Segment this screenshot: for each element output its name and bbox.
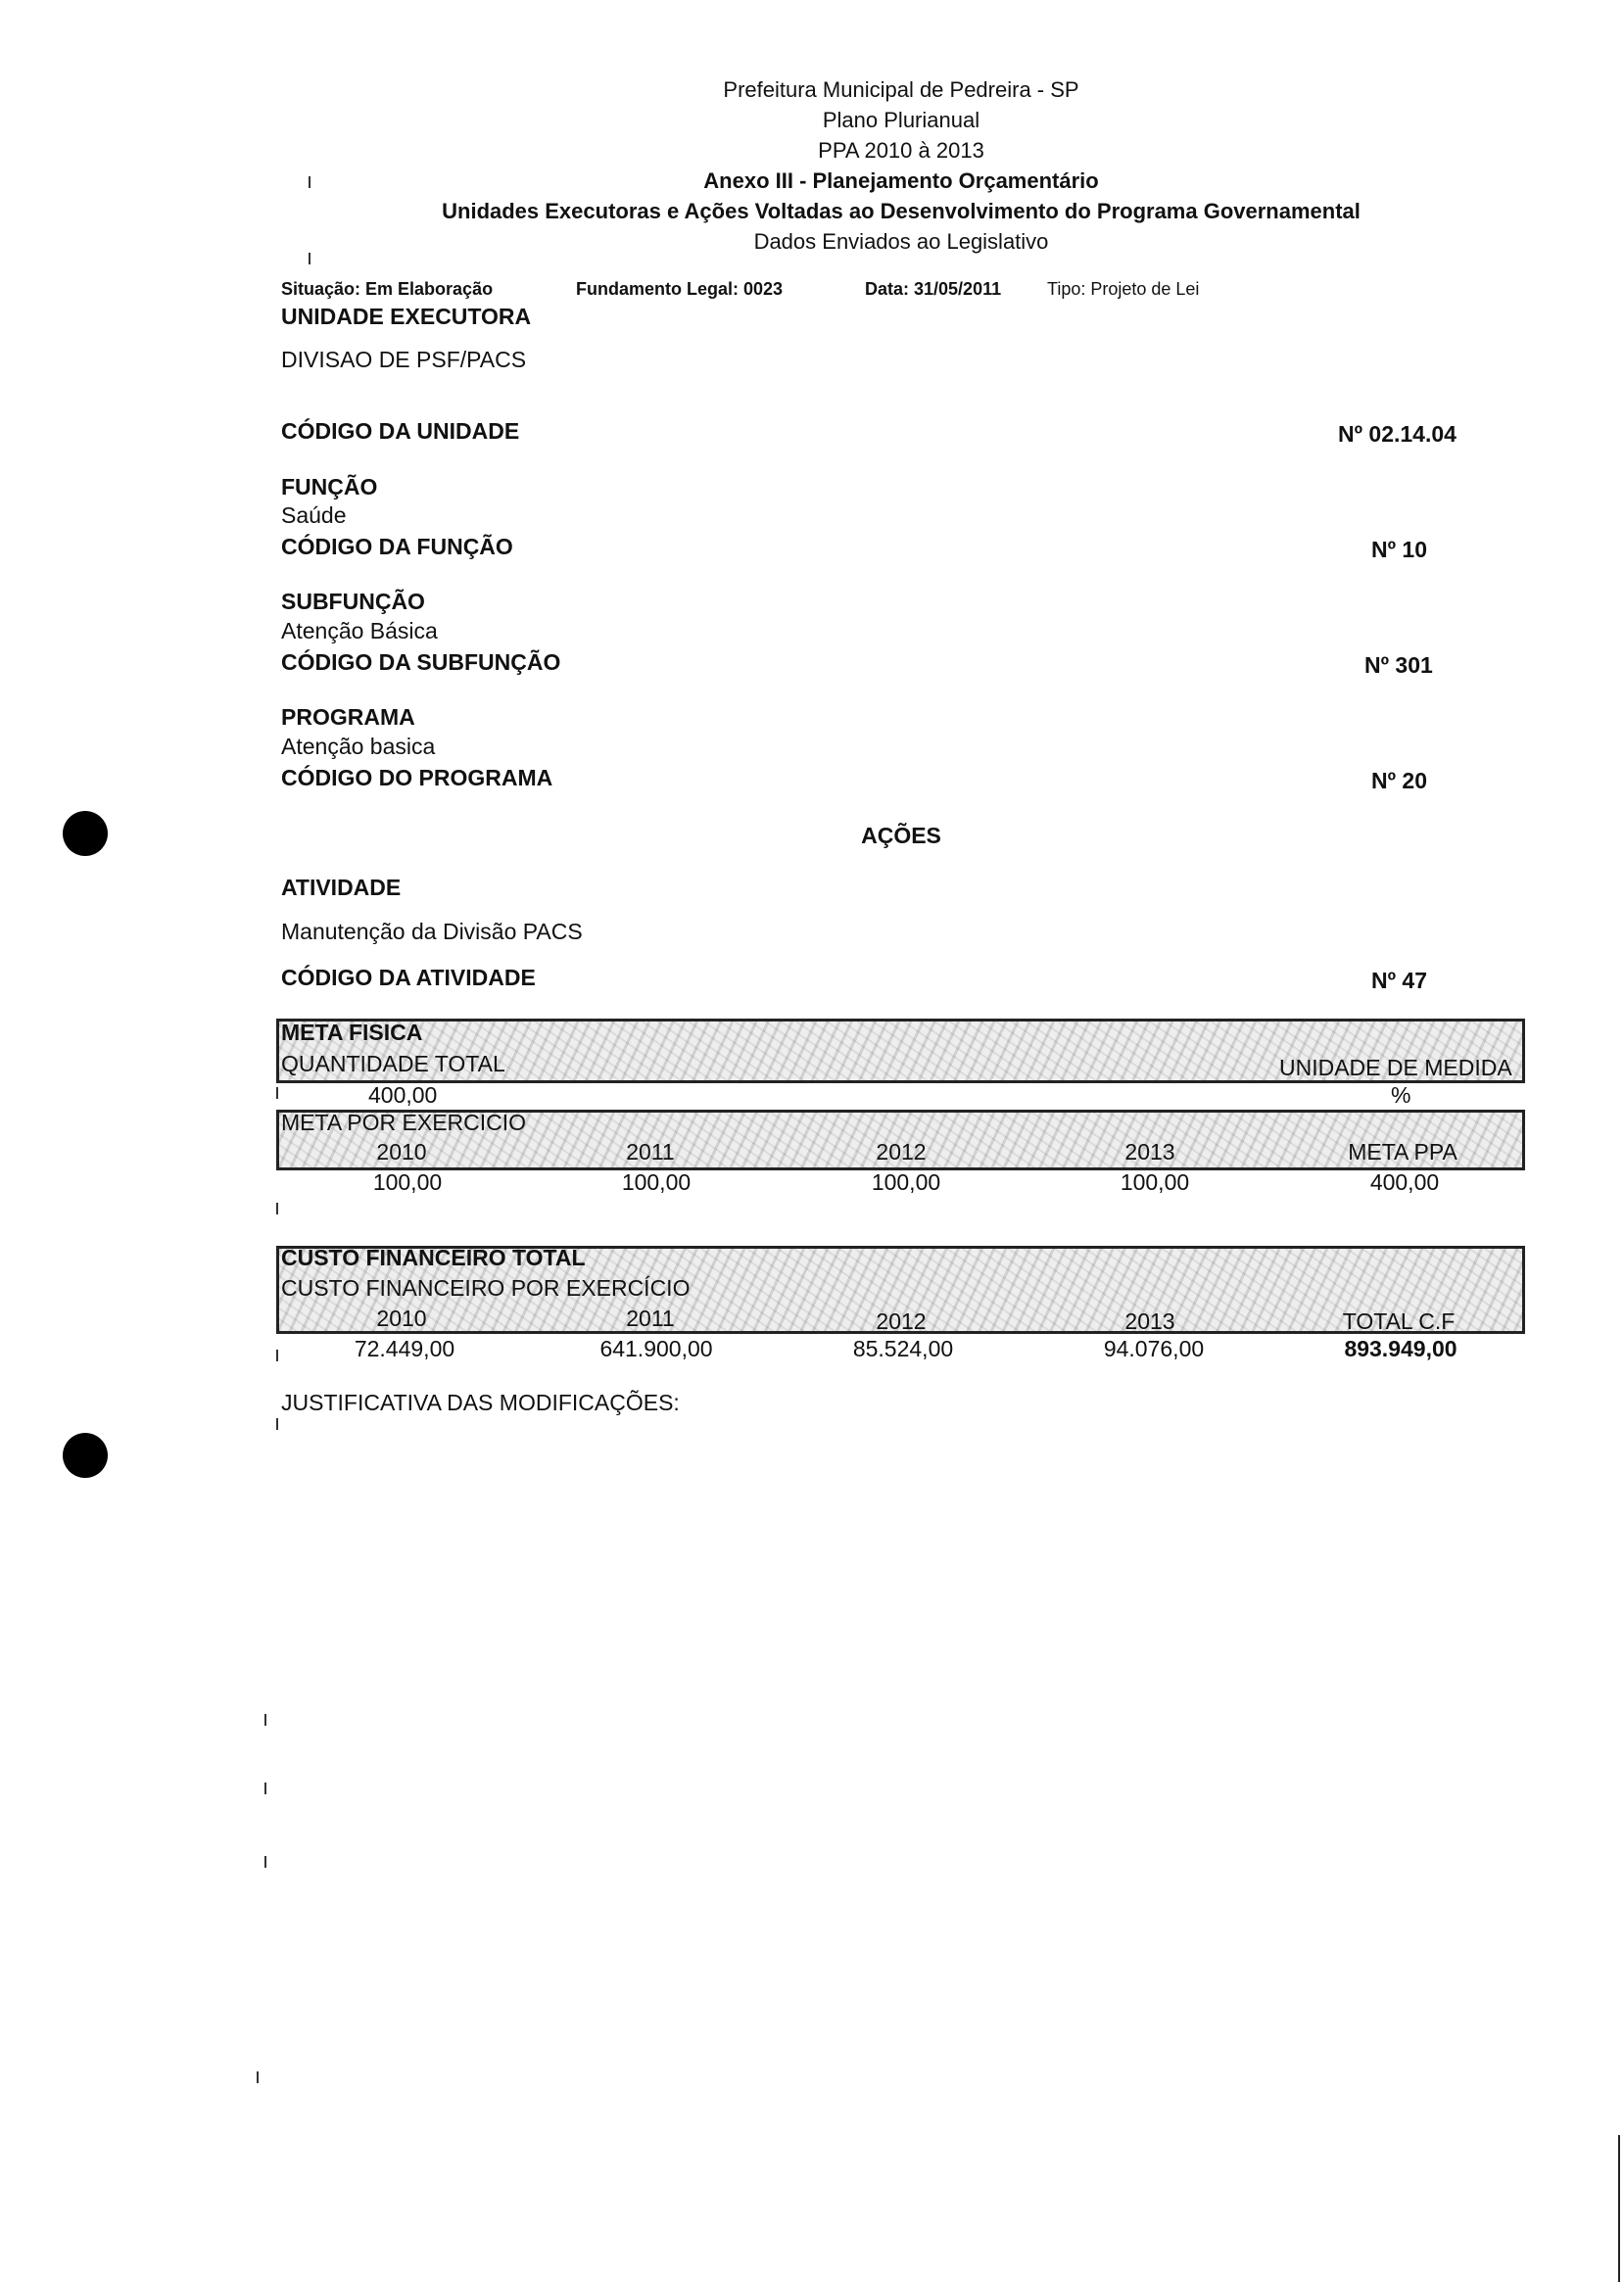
unidade-code-label: CÓDIGO DA UNIDADE: [281, 418, 520, 444]
funcao-value: Saúde: [281, 502, 347, 528]
header-line-6: Dados Enviados ao Legislativo: [753, 229, 1049, 254]
margin-tick: [276, 1418, 278, 1430]
margin-tick: [264, 1783, 266, 1794]
custo-header-total: TOTAL C.F: [1342, 1308, 1456, 1334]
status-data: Data: 31/05/2011: [865, 279, 1002, 299]
meta-exercicio-header-2012: 2012: [876, 1139, 927, 1165]
subfuncao-code-label: CÓDIGO DA SUBFUNÇÃO: [281, 649, 561, 675]
hole-punch-top: [63, 811, 108, 856]
meta-exercicio-value-2012: 100,00: [871, 1169, 941, 1195]
meta-fisica-unit-value: %: [1391, 1082, 1411, 1108]
margin-tick: [257, 2071, 259, 2083]
atividade-code-label: CÓDIGO DA ATIVIDADE: [281, 965, 536, 990]
margin-tick: [309, 253, 310, 264]
programa-label: PROGRAMA: [281, 704, 415, 730]
margin-tick: [264, 1856, 266, 1868]
margin-tick: [276, 1350, 278, 1361]
header-line-5: Unidades Executoras e Ações Voltadas ao Desenvolvimento do Programa Governamental: [442, 199, 1361, 223]
funcao-code-label: CÓDIGO DA FUNÇÃO: [281, 534, 513, 559]
subfuncao-code: Nº 301: [1364, 652, 1433, 678]
meta-exercicio-header-2013: 2013: [1124, 1139, 1175, 1165]
justificativa-label: JUSTIFICATIVA DAS MODIFICAÇÕES:: [281, 1390, 680, 1415]
margin-tick: [264, 1714, 266, 1726]
meta-exercicio-value-2013: 100,00: [1120, 1169, 1190, 1195]
header-line-1: Prefeitura Municipal de Pedreira - SP: [723, 77, 1079, 102]
custo-header-2013: 2013: [1124, 1308, 1175, 1334]
header-line-4: Anexo III - Planejamento Orçamentário: [703, 168, 1099, 193]
margin-tick: [309, 176, 310, 188]
funcao-label: FUNÇÃO: [281, 474, 378, 499]
acoes-title: AÇÕES: [861, 823, 941, 848]
custo-value-2013: 94.076,00: [1103, 1336, 1205, 1361]
meta-exercicio-value-2011: 100,00: [621, 1169, 692, 1195]
status-fundamento: Fundamento Legal: 0023: [576, 279, 784, 299]
scan-edge-line: [1618, 2135, 1620, 2282]
custo-title: CUSTO FINANCEIRO TOTAL: [281, 1245, 586, 1270]
header-line-2: Plano Plurianual: [822, 108, 980, 132]
atividade-label: ATIVIDADE: [281, 875, 402, 900]
subfuncao-value: Atenção Básica: [281, 618, 438, 643]
atividade-code: Nº 47: [1371, 968, 1427, 993]
custo-subtitle: CUSTO FINANCEIRO POR EXERCÍCIO: [281, 1275, 691, 1301]
programa-code: Nº 20: [1371, 768, 1427, 793]
meta-fisica-qty-label: QUANTIDADE TOTAL: [281, 1051, 505, 1076]
unidade-value: DIVISAO DE PSF/PACS: [281, 347, 527, 372]
meta-exercicio-header-2010: 2010: [376, 1139, 427, 1165]
custo-value-2012: 85.524,00: [852, 1336, 954, 1361]
header-line-3: PPA 2010 à 2013: [818, 138, 984, 163]
hole-punch-bottom: [63, 1433, 108, 1478]
programa-code-label: CÓDIGO DO PROGRAMA: [281, 765, 553, 790]
margin-tick: [276, 1203, 278, 1214]
custo-value-2011: 641.900,00: [599, 1336, 713, 1361]
subfuncao-label: SUBFUNÇÃO: [281, 589, 425, 614]
meta-fisica-title: META FISICA: [281, 1020, 423, 1045]
unidade-label: UNIDADE EXECUTORA: [281, 304, 532, 329]
custo-value-2010: 72.449,00: [354, 1336, 455, 1361]
meta-exercicio-value-2010: 100,00: [372, 1169, 443, 1195]
meta-exercicio-title: META POR EXERCICIO: [281, 1110, 527, 1135]
custo-header-2012: 2012: [876, 1308, 927, 1334]
programa-value: Atenção basica: [281, 734, 436, 759]
funcao-code: Nº 10: [1371, 537, 1427, 562]
custo-value-total: 893.949,00: [1344, 1336, 1457, 1361]
status-situacao: Situação: Em Elaboração: [281, 279, 494, 299]
custo-header-2011: 2011: [626, 1306, 675, 1331]
atividade-value: Manutenção da Divisão PACS: [281, 919, 583, 944]
meta-fisica-qty-value: 400,00: [368, 1082, 438, 1108]
margin-tick: [276, 1087, 278, 1099]
meta-exercicio-header-meta-ppa: META PPA: [1348, 1139, 1457, 1165]
meta-fisica-unit-label: UNIDADE DE MEDIDA: [1279, 1055, 1512, 1080]
meta-exercicio-header-2011: 2011: [626, 1139, 675, 1165]
meta-exercicio-value-meta-ppa: 400,00: [1369, 1169, 1440, 1195]
status-tipo: Tipo: Projeto de Lei: [1047, 279, 1200, 299]
custo-header-2010: 2010: [376, 1306, 427, 1331]
unidade-code: Nº 02.14.04: [1338, 421, 1457, 447]
